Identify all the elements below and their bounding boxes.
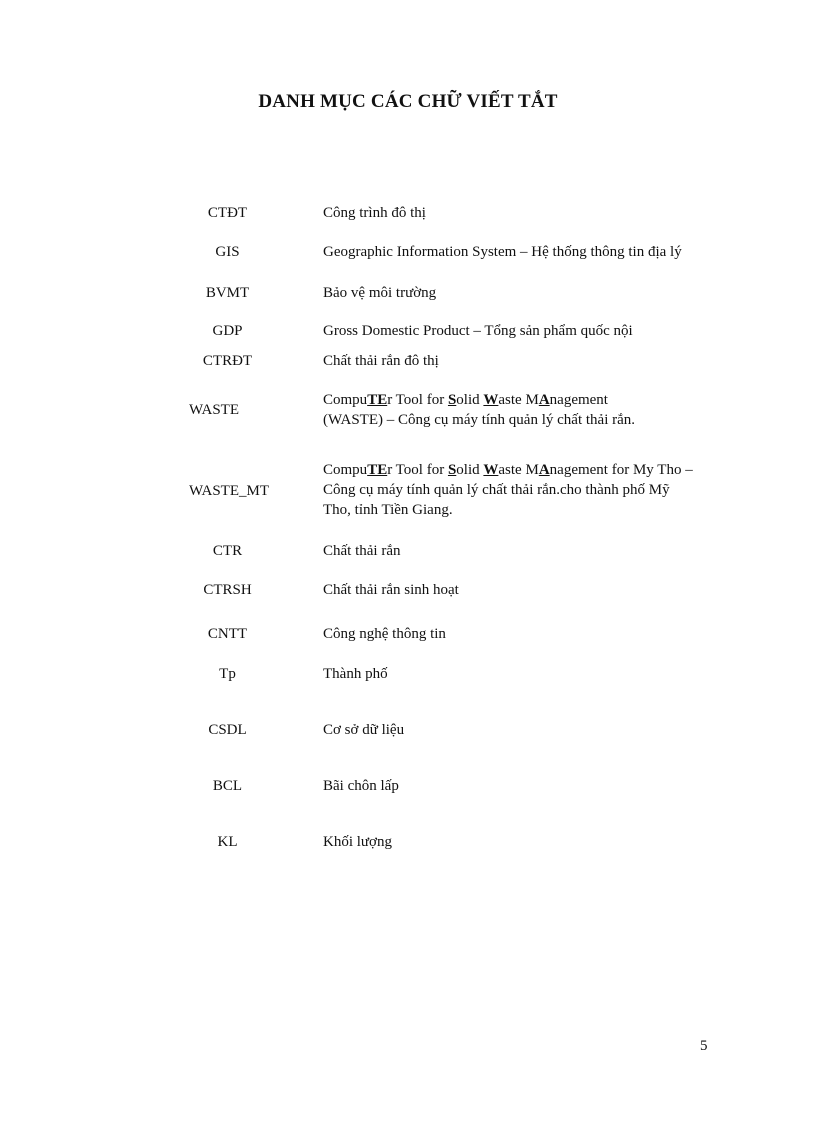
- abbreviation: Tp: [219, 666, 236, 682]
- page-title: DANH MỤC CÁC CHỮ VIẾT TẮT: [258, 91, 558, 112]
- definition: [323, 390, 698, 430]
- definition: [323, 460, 695, 520]
- definition: Bảo vệ môi trường: [323, 285, 437, 301]
- abbreviation: BCL: [212, 778, 243, 794]
- abbreviation: GDP: [212, 323, 243, 339]
- abbreviation: CTRSH: [203, 582, 252, 598]
- definition-text: nagement: [549, 392, 608, 408]
- definition: Bãi chôn lấp: [323, 778, 399, 794]
- abbreviation: CSDL: [208, 722, 247, 738]
- definition-text: (WASTE) – Công cụ máy tính quản lý chất thải rắn.: [323, 412, 636, 428]
- definition: Cơ sở dữ liệu: [323, 722, 405, 738]
- definition-text: olid: [456, 462, 484, 478]
- definition-text: nagement for My: [549, 462, 654, 478]
- definition: Công trình đô thị: [323, 205, 426, 221]
- definition-text: aste M: [498, 392, 539, 408]
- page-number: 5: [700, 1038, 708, 1054]
- definition: Khối lượng: [323, 834, 392, 850]
- emphasis-letters: A: [538, 462, 550, 478]
- abbreviation: CTRĐT: [202, 353, 253, 369]
- abbreviation: CTR: [212, 543, 243, 559]
- abbreviation: KL: [217, 834, 238, 850]
- emphasis-letters: W: [483, 462, 499, 478]
- definition: Gross Domestic Product – Tổng sản phẩm quốc nội: [323, 323, 633, 339]
- definition: Geographic Information System – Hệ thống thông tin địa lý: [323, 244, 682, 260]
- emphasis-letters: TE: [367, 462, 388, 478]
- definition-text: Tho – Công cụ máy tính quản lý chất thải rắn.cho thành phố Mỹ Tho, tỉnh Tiền Giang.: [323, 462, 693, 518]
- definition: Chất thải rắn: [323, 543, 401, 559]
- abbreviation: CTĐT: [207, 205, 248, 221]
- definition-text: Compu: [323, 462, 368, 478]
- definition: Thành phố: [323, 666, 388, 682]
- abbreviation: WASTE: [189, 402, 239, 418]
- abbreviation: WASTE_MT: [189, 483, 269, 499]
- definition-text: r Tool for: [387, 462, 448, 478]
- abbreviation: BVMT: [205, 285, 250, 301]
- definition: Công nghệ thông tin: [323, 626, 446, 642]
- emphasis-letters: S: [447, 462, 457, 478]
- definition: Chất thải rắn sinh hoạt: [323, 582, 459, 598]
- emphasis-letters: A: [538, 392, 550, 408]
- definition-text: Compu: [323, 392, 368, 408]
- definition-text: aste M: [498, 462, 539, 478]
- emphasis-letters: TE: [367, 392, 388, 408]
- emphasis-letters: S: [447, 392, 457, 408]
- emphasis-letters: W: [483, 392, 499, 408]
- definition-text: olid: [456, 392, 484, 408]
- definition: Chất thải rắn đô thị: [323, 353, 439, 369]
- abbreviation: CNTT: [207, 626, 248, 642]
- definition-text: r Tool for: [387, 392, 448, 408]
- abbreviation: GIS: [215, 244, 240, 260]
